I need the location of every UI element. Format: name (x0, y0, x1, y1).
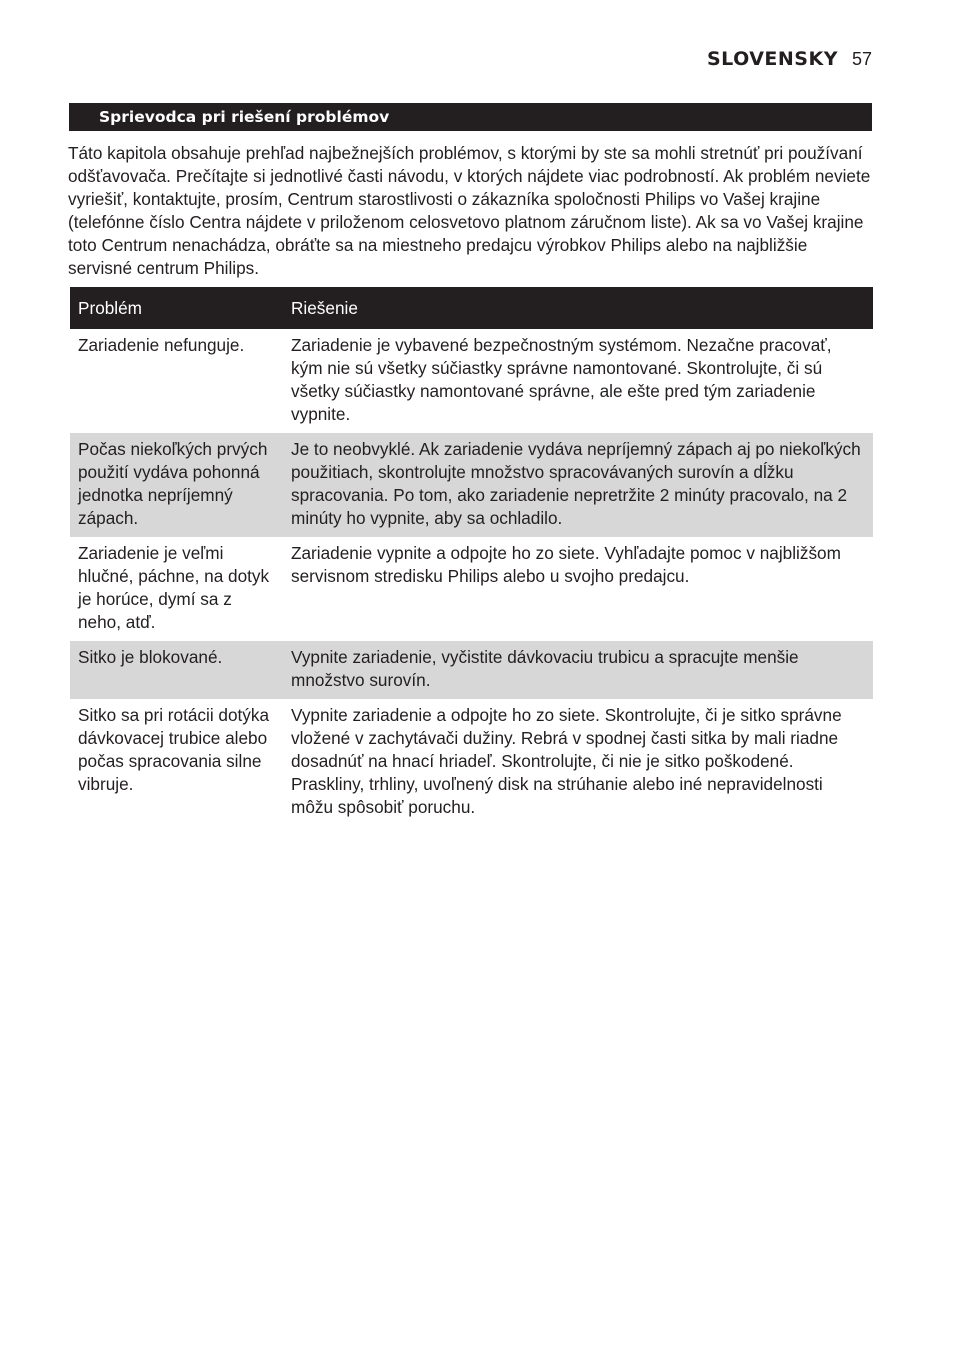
problem-cell: Zariadenie je veľmi hlučné, páchne, na dotyk je horúce, dymí sa z neho, atď. (78, 543, 270, 632)
table-row (70, 537, 873, 641)
table-row (70, 433, 873, 537)
table-row (70, 641, 873, 699)
solution-cell: Zariadenie je vybavené bezpečnostným systémom. Nezačne pracovať, kým nie sú všetky súčiastky správne namontované. Skontrolujte, či sú všetky súčiastky namontované správne, ale ešte pred tým zariadenie vypnite. (291, 335, 832, 424)
table-header-row (70, 287, 873, 329)
section-title: Sprievodca pri riešení problémov (99, 108, 390, 126)
solution-cell: Zariadenie vypnite a odpojte ho zo siete. Vyhľadajte pomoc v najbližšom servisnom stredisku Philips alebo u svojho predajcu. (291, 543, 841, 586)
header-problem: Problém (70, 287, 283, 329)
table-row (70, 329, 873, 433)
table-row (70, 699, 873, 826)
section-heading-bar (69, 103, 872, 131)
page-number: 57 (851, 49, 872, 69)
language-label: SLOVENSKY (706, 48, 838, 70)
problem-cell: Sitko je blokované. (70, 641, 283, 699)
page-header (707, 48, 872, 70)
problem-cell: Sitko sa pri rotácii dotýka dávkovacej trubice alebo počas spracovania silne vibruje. (78, 705, 270, 794)
problem-cell: Počas niekoľkých prvých použití vydáva pohonná jednotka nepríjemný zápach. (70, 433, 283, 537)
intro-paragraph: Táto kapitola obsahuje prehľad najbežnejších problémov, s ktorými by ste sa mohli stretnúť pri používaní odšťavovača. Prečítajte si jednotlivé časti návodu, v ktorých nájdete viac podrobností. Ak problém neviete vyriešiť, kontaktujte, prosím, Centrum starostlivosti o zákazníka spoločnosti Philips vo Vašej krajine (telefónne číslo Centra nájdete v priloženom celosvetovo platnom záručnom liste). Ak sa vo Vašej krajine toto Centrum nenachádza, obráťte sa na miestneho predajcu výrobkov Philips alebo na najbližšie servisné centrum Philips. (68, 143, 871, 278)
header-solution: Riešenie (283, 287, 873, 329)
problem-cell: Zariadenie nefunguje. (78, 335, 245, 355)
solution-cell: Vypnite zariadenie a odpojte ho zo siete. Skontrolujte, či je sitko správne vložené v zachytávači dužiny. Rebrá v spodnej časti sitka by mali riadne dosadnúť na hnací hriadeľ. Skontrolujte, či nie je sitko poškodené. Praskliny, trhliny, uvoľnený disk na strúhanie alebo iné nepravidelnosti môžu spôsobiť poruchu. (291, 705, 842, 817)
solution-cell: Je to neobvyklé. Ak zariadenie vydáva nepríjemný zápach aj po niekoľkých použitiach, skontrolujte množstvo spracovávaných surovín a dĺžku spracovania. Po tom, ako zariadenie nepretržite 2 minúty pracovalo, na 2 minúty ho vypnite, aby sa ochladilo. (283, 433, 873, 537)
troubleshooting-table (70, 287, 873, 826)
solution-cell: Vypnite zariadenie, vyčistite dávkovaciu trubicu a spracujte menšie množstvo surovín. (283, 641, 873, 699)
